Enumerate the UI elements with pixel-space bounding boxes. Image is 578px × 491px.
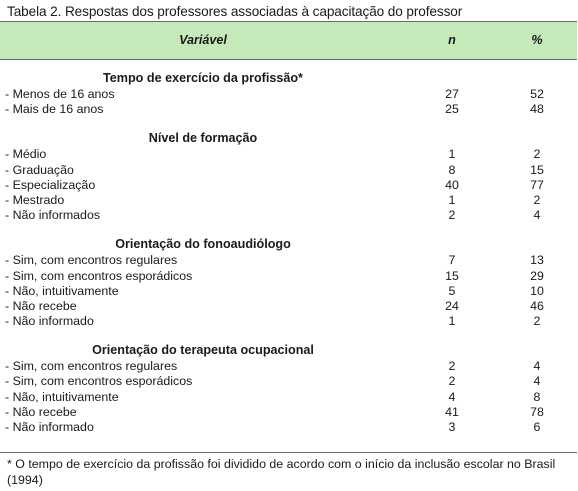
row-percent: 78 bbox=[530, 404, 544, 419]
row-percent: 4 bbox=[533, 374, 541, 389]
header-n: n bbox=[448, 33, 456, 47]
table-row bbox=[0, 314, 577, 329]
row-n: 7 bbox=[448, 253, 456, 268]
row-label: - Sim, com encontros esporádicos bbox=[5, 268, 193, 283]
section-title: Orientação do fonoaudiólogo bbox=[115, 237, 291, 252]
row-percent: 77 bbox=[530, 177, 544, 192]
table-row bbox=[0, 374, 577, 389]
row-n: 41 bbox=[445, 404, 459, 419]
table-row bbox=[0, 147, 577, 162]
row-percent: 52 bbox=[530, 87, 544, 101]
row-percent: 4 bbox=[533, 359, 541, 374]
table-row bbox=[0, 420, 577, 435]
table-caption: Tabela 2. Respostas dos professores associadas à capacitação do professor bbox=[7, 4, 463, 19]
row-n: 4 bbox=[448, 389, 456, 404]
row-n: 2 bbox=[448, 374, 456, 389]
row-n: 2 bbox=[448, 208, 456, 223]
row-n: 5 bbox=[448, 283, 456, 298]
table-row bbox=[0, 299, 577, 314]
header-variable: Variável bbox=[179, 33, 227, 47]
row-n: 8 bbox=[448, 162, 456, 177]
row-label: - Não, intuitivamente bbox=[5, 283, 119, 298]
row-label: - Não, intuitivamente bbox=[5, 389, 119, 404]
section-title: Orientação do terapeuta ocupacional bbox=[92, 343, 314, 358]
table-row bbox=[0, 284, 577, 299]
row-percent: 6 bbox=[533, 420, 541, 434]
section-gap bbox=[0, 329, 577, 342]
row-label: - Especialização bbox=[5, 177, 96, 192]
table-footnote: * O tempo de exercício da profissão foi dividido de acordo com o início da inclusão escolar no Brasil (1994) bbox=[0, 452, 577, 488]
row-label: - Não recebe bbox=[5, 404, 77, 419]
table-header bbox=[0, 21, 577, 60]
row-n: 3 bbox=[448, 420, 456, 434]
section-gap bbox=[0, 223, 577, 236]
table-row bbox=[0, 193, 577, 208]
row-label: - Sim, com encontros regulares bbox=[5, 253, 178, 268]
row-label: - Mestrado bbox=[5, 192, 65, 207]
table-row bbox=[0, 102, 577, 117]
row-label: - Mais de 16 anos bbox=[5, 102, 104, 117]
row-label: - Não informados bbox=[5, 208, 101, 223]
section-title: Tempo de exercício da profissão* bbox=[103, 71, 303, 85]
table-body bbox=[0, 70, 577, 435]
table-row bbox=[0, 390, 577, 405]
table-row bbox=[0, 208, 577, 223]
row-percent: 48 bbox=[530, 102, 544, 117]
row-label: - Sim, com encontros regulares bbox=[5, 359, 178, 374]
row-n: 1 bbox=[448, 192, 456, 207]
header-percent: % bbox=[531, 33, 543, 47]
table-row bbox=[0, 87, 577, 102]
row-n: 40 bbox=[445, 177, 459, 192]
section-title: Nível de formação bbox=[148, 131, 258, 146]
row-n: 24 bbox=[445, 298, 459, 313]
row-percent: 13 bbox=[530, 253, 544, 268]
row-percent: 2 bbox=[533, 147, 541, 162]
row-n: 1 bbox=[448, 314, 456, 329]
row-label: - Graduação bbox=[5, 162, 74, 177]
row-label: - Não informado bbox=[5, 314, 94, 329]
row-percent: 46 bbox=[530, 298, 544, 313]
row-percent: 29 bbox=[530, 268, 544, 283]
table-row bbox=[0, 405, 577, 420]
table-row bbox=[0, 269, 577, 284]
row-label: - Não recebe bbox=[5, 298, 77, 313]
row-label: - Menos de 16 anos bbox=[5, 87, 115, 101]
row-percent: 2 bbox=[533, 192, 541, 207]
row-label: - Sim, com encontros esporádicos bbox=[5, 374, 193, 389]
row-percent: 4 bbox=[533, 208, 541, 223]
row-label: - Médio bbox=[5, 147, 47, 162]
row-percent: 8 bbox=[533, 389, 541, 404]
row-percent: 2 bbox=[533, 314, 541, 329]
row-n: 27 bbox=[445, 87, 459, 101]
row-label: - Não informado bbox=[5, 420, 94, 434]
row-n: 25 bbox=[445, 102, 459, 117]
row-n: 15 bbox=[445, 268, 459, 283]
section-gap bbox=[0, 117, 577, 130]
table-row bbox=[0, 253, 577, 268]
row-n: 2 bbox=[448, 359, 456, 374]
row-n: 1 bbox=[448, 147, 456, 162]
table-row bbox=[0, 163, 577, 178]
row-percent: 10 bbox=[530, 283, 544, 298]
table-row bbox=[0, 178, 577, 193]
row-percent: 15 bbox=[530, 162, 544, 177]
table-row bbox=[0, 359, 577, 374]
